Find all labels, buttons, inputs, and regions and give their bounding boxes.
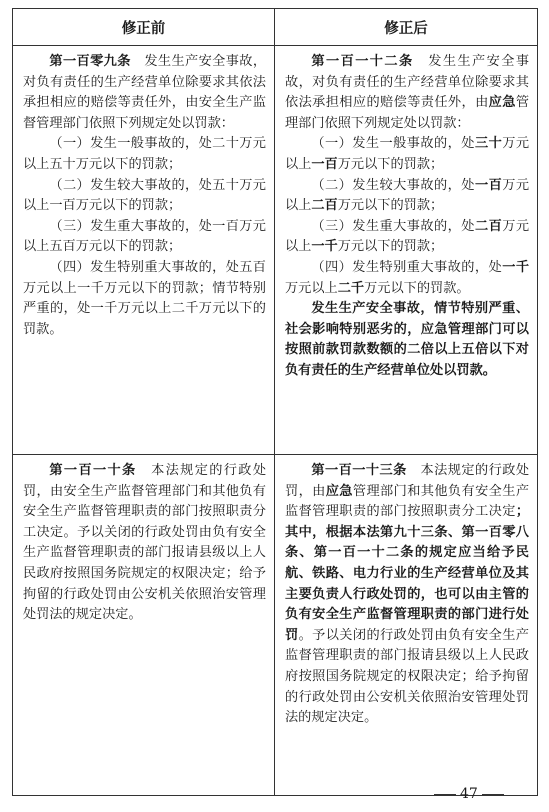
article-112-item-2: （二）发生较大事故的，处一百万元以上二百万元以下的罚款； [285,177,530,214]
article-109-intro: 第一百零九条 发生生产安全事故，对负有责任的生产经营单位除要求其依法承担相应的赔偿等责任外，由安全生产监督管理部门依照下列规定处以罚款： [23,54,267,131]
article-112-intro: 第一百一十二条 发生生产安全事故，对负有责任的生产经营单位除要求其依法承担相应的赔偿等责任外，由应急管理部门依照下列规定处以罚款： [285,54,530,131]
article-113-after-cell [275,455,538,796]
article-113-head: 第一百一十三条 [311,463,407,478]
article-110-before-cell [13,455,275,796]
article-110-head: 第一百一十条 [49,463,137,478]
article-109-item-2: （二）发生较大事故的，处五十万元以上一百万元以下的罚款； [23,177,266,214]
article-112-item-3: （三）发生重大事故的，处二百万元以上一千万元以下的罚款； [285,218,530,255]
article-112-item-1: （一）发生一般事故的，处三十万元以上一百万元以下的罚款； [285,136,530,172]
table-row [13,455,538,796]
article-109-item-1: （一）发生一般事故的，处二十万元以上五十万元以下的罚款； [23,136,266,172]
page-number-dash-right [482,794,504,795]
article-112-item-4: （四）发生特别重大事故的，处一千万元以上二千万元以下的罚款。 [285,259,530,296]
header-before: 修正前 [13,9,275,46]
article-112-new-paragraph: 发生生产安全事故，情节特别严重、社会影响特别恶劣的，应急管理部门可以按照前款罚款数额的二倍以上五倍以下对负有责任的生产经营单位处以罚款。 [285,301,529,378]
article-109-head: 第一百零九条 [49,54,131,69]
article-112-after-cell [275,46,538,455]
article-110-text: 第一百一十条 本法规定的行政处罚，由安全生产监督管理部门和其他负有安全生产监督管理职责的部门按照职责分工决定。予以关闭的行政处罚由负有安全生产监督管理职责的部门报请县级以上人民政府按照国务院规定的权限决定；给予拘留的行政处罚由公安机关依照治安管理处罚法的规定决定。 [23,463,267,623]
comparison-table [12,8,538,796]
page-number-dash-left [434,794,456,795]
article-113-text: 第一百一十三条 本法规定的行政处罚，由应急管理部门和其他负有安全生产监督管理职责的部门按照职责分工决定；其中，根据本法第九十三条、第一百零八条、第一百一十二条的规定应当给予民航、铁路、电力行业的生产经营单位及其主要负责人行政处罚的，也可以由主管的负有安全生产监督管理职责的部门进行处罚。予以关闭的行政处罚由负有安全生产监督管理职责的部门报请县级以上人民政府按照国务院规定的权限决定；给予拘留的行政处罚由公安机关依照治安管理处罚法的规定决定。 [285,463,530,726]
header-row [13,9,538,46]
article-109-before-cell [13,46,275,455]
header-after: 修正后 [275,9,538,46]
table-row [13,46,538,455]
article-109-item-3: （三）发生重大事故的，处一百万元以上五百万元以下的罚款； [23,218,266,255]
article-112-head: 第一百一十二条 [311,54,414,69]
page-number: 47 [430,786,540,802]
article-109-item-4: （四）发生特别重大事故的，处五百万元以上一千万元以下的罚款；情节特别严重的，处一千万元以上二千万元以下的罚款。 [23,259,266,337]
